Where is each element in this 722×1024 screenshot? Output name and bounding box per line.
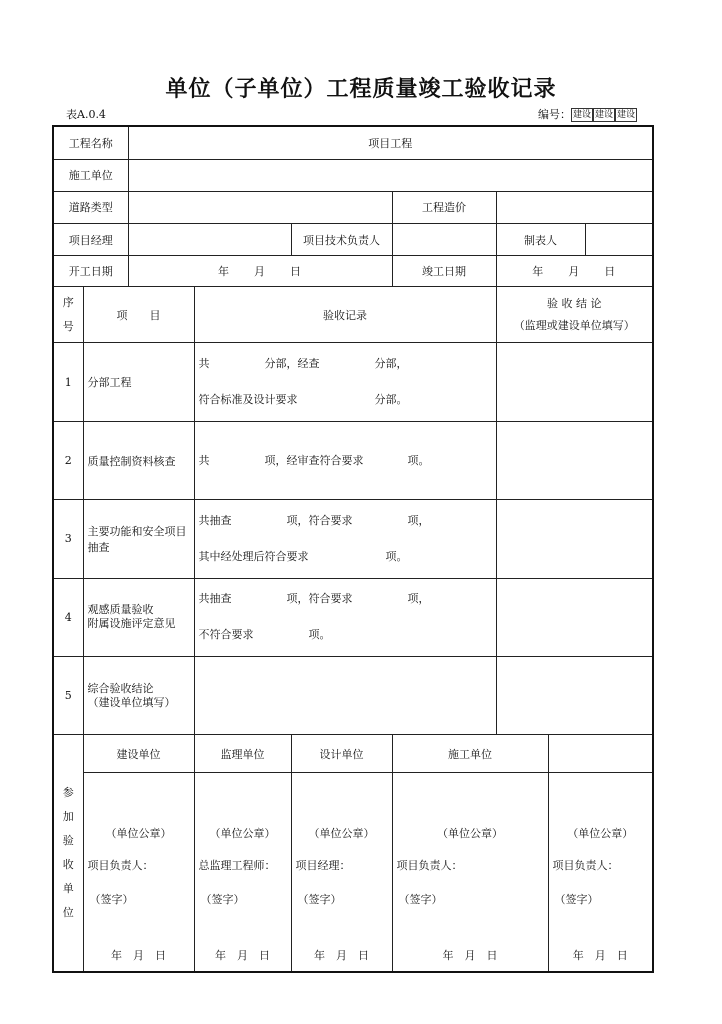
unit-3-signature[interactable]	[291, 773, 392, 972]
seq-header	[53, 287, 83, 343]
row-1-record-line1: 共 分部，经查 分部，	[198, 357, 408, 371]
unit-5-person: 项目负责人：	[552, 859, 619, 873]
start-date-value[interactable]: 年 月 日	[128, 256, 392, 287]
manager-value[interactable]	[128, 223, 291, 255]
unit-4-seal: （单位公章）	[437, 827, 503, 841]
unit-2-name: 监理单位	[194, 735, 291, 773]
unit-1-seal: （单位公章）	[105, 827, 172, 841]
row-3-record[interactable]	[194, 500, 496, 578]
unit-3-seal: （单位公章）	[308, 827, 375, 841]
participants-label-char-1: 参	[62, 786, 74, 800]
unit-1-signature[interactable]	[83, 773, 194, 972]
row-5-no: 5	[53, 656, 83, 734]
participants-label	[53, 735, 83, 972]
row-2-no: 2	[53, 421, 83, 499]
row-2-record-line1: 共 项，经审查符合要求 项。	[198, 453, 430, 467]
row-3-item: 主要功能和安全项目抽查	[83, 500, 194, 578]
row-4-no: 4	[53, 578, 83, 656]
row-2-conclusion[interactable]	[496, 421, 653, 499]
row-4-item	[83, 578, 194, 656]
seq-header-line2: 号	[62, 319, 74, 333]
row-5-item-line2: （建设单位填写）	[87, 695, 176, 709]
unit-5-signature[interactable]	[548, 773, 653, 972]
page-title: 单位（子单位）工程质量竣工验收记录	[165, 77, 557, 102]
participants-label-char-5: 单	[62, 882, 74, 896]
row-3-conclusion[interactable]	[496, 500, 653, 578]
row-5-record[interactable]	[194, 656, 496, 734]
row-4-record-line2: 不符合要求 项。	[198, 628, 331, 642]
conclusion-header	[496, 287, 653, 343]
unit-4-sign: （签字）	[398, 893, 443, 907]
finish-date-value[interactable]: 年 月 日	[496, 256, 653, 287]
code-field	[538, 106, 637, 122]
unit-3-name: 设计单位	[291, 735, 392, 773]
code-box-1[interactable]: 建设	[573, 110, 592, 120]
item-header: 项 目	[83, 287, 194, 343]
row-1-no: 1	[53, 343, 83, 421]
unit-1-date: 年 月 日	[111, 949, 166, 963]
conclusion-header-line1: 验 收 结 论	[547, 296, 602, 310]
cost-label: 工程造价	[392, 191, 496, 223]
unit-5-date: 年 月 日	[572, 949, 628, 963]
code-box-2[interactable]: 建设	[595, 110, 614, 120]
row-5-conclusion[interactable]	[496, 656, 653, 734]
unit-3-sign: （签字）	[297, 893, 342, 907]
row-4-item-line2: 附属设施评定意见	[87, 617, 176, 631]
row-5-item-line1: 综合验收结论	[87, 681, 154, 695]
row-3-record-line1: 共抽查 项，符合要求 项，	[198, 513, 430, 527]
preparer-label: 制表人	[496, 223, 585, 255]
conclusion-header-line2: （监理或建设单位填写）	[513, 318, 635, 332]
form-number: 表A.0.4	[66, 108, 106, 121]
row-4-record[interactable]	[194, 578, 496, 656]
start-date-label: 开工日期	[53, 256, 128, 287]
acceptance-form-table	[52, 125, 654, 973]
unit-2-seal: （单位公章）	[209, 827, 276, 841]
unit-4-date: 年 月 日	[442, 949, 498, 963]
unit-1-sign: （签字）	[89, 893, 134, 907]
contractor-label: 施工单位	[53, 159, 128, 191]
row-3-no: 3	[53, 500, 83, 578]
participants-label-char-2: 加	[62, 810, 74, 824]
unit-2-sign: （签字）	[200, 893, 245, 907]
unit-4-signature[interactable]	[392, 773, 548, 972]
unit-4-name: 施工单位	[392, 735, 548, 773]
participants-label-char-6: 位	[62, 906, 74, 920]
manager-label: 项目经理	[53, 223, 128, 255]
cost-value[interactable]	[496, 191, 653, 223]
participants-label-char-3: 验	[62, 834, 74, 848]
code-label: 编号：	[538, 108, 571, 121]
row-5-item	[83, 656, 194, 734]
row-1-record-line2: 符合标准及设计要求 分部。	[198, 393, 408, 407]
row-1-record[interactable]	[194, 343, 496, 421]
project-name-label: 工程名称	[53, 126, 128, 159]
contractor-value[interactable]	[128, 159, 653, 191]
preparer-value[interactable]	[585, 223, 653, 255]
unit-2-person: 总监理工程师：	[198, 859, 276, 873]
unit-1-person: 项目负责人：	[87, 859, 154, 873]
unit-3-person: 项目经理：	[295, 859, 351, 873]
code-box-3[interactable]: 建设	[617, 110, 636, 120]
seq-header-line1: 序	[62, 295, 74, 309]
unit-5-seal: （单位公章）	[567, 827, 634, 841]
record-header: 验收记录	[194, 287, 496, 343]
tech-lead-label: 项目技术负责人	[291, 223, 392, 255]
participants-label-char-4: 收	[62, 858, 74, 872]
unit-2-date: 年 月 日	[215, 949, 270, 963]
finish-date-label: 竣工日期	[392, 256, 496, 287]
row-2-record[interactable]	[194, 421, 496, 499]
row-1-item: 分部工程	[83, 343, 194, 421]
unit-2-signature[interactable]	[194, 773, 291, 972]
unit-5-name	[548, 735, 653, 773]
row-3-record-line2: 其中经处理后符合要求 项。	[198, 549, 408, 563]
unit-1-name: 建设单位	[83, 735, 194, 773]
unit-3-date: 年 月 日	[314, 949, 369, 963]
project-name-value[interactable]: 项目工程	[128, 126, 653, 159]
unit-4-person: 项目负责人：	[396, 859, 463, 873]
row-1-conclusion[interactable]	[496, 343, 653, 421]
row-2-item: 质量控制资料核查	[83, 421, 194, 499]
road-type-label: 道路类型	[53, 191, 128, 223]
row-4-conclusion[interactable]	[496, 578, 653, 656]
row-4-record-line1: 共抽查 项，符合要求 项，	[198, 592, 430, 606]
unit-5-sign: （签字）	[554, 893, 599, 907]
tech-lead-value[interactable]	[392, 223, 496, 255]
road-type-value[interactable]	[128, 191, 392, 223]
row-4-item-line1: 观感质量验收	[87, 603, 154, 617]
